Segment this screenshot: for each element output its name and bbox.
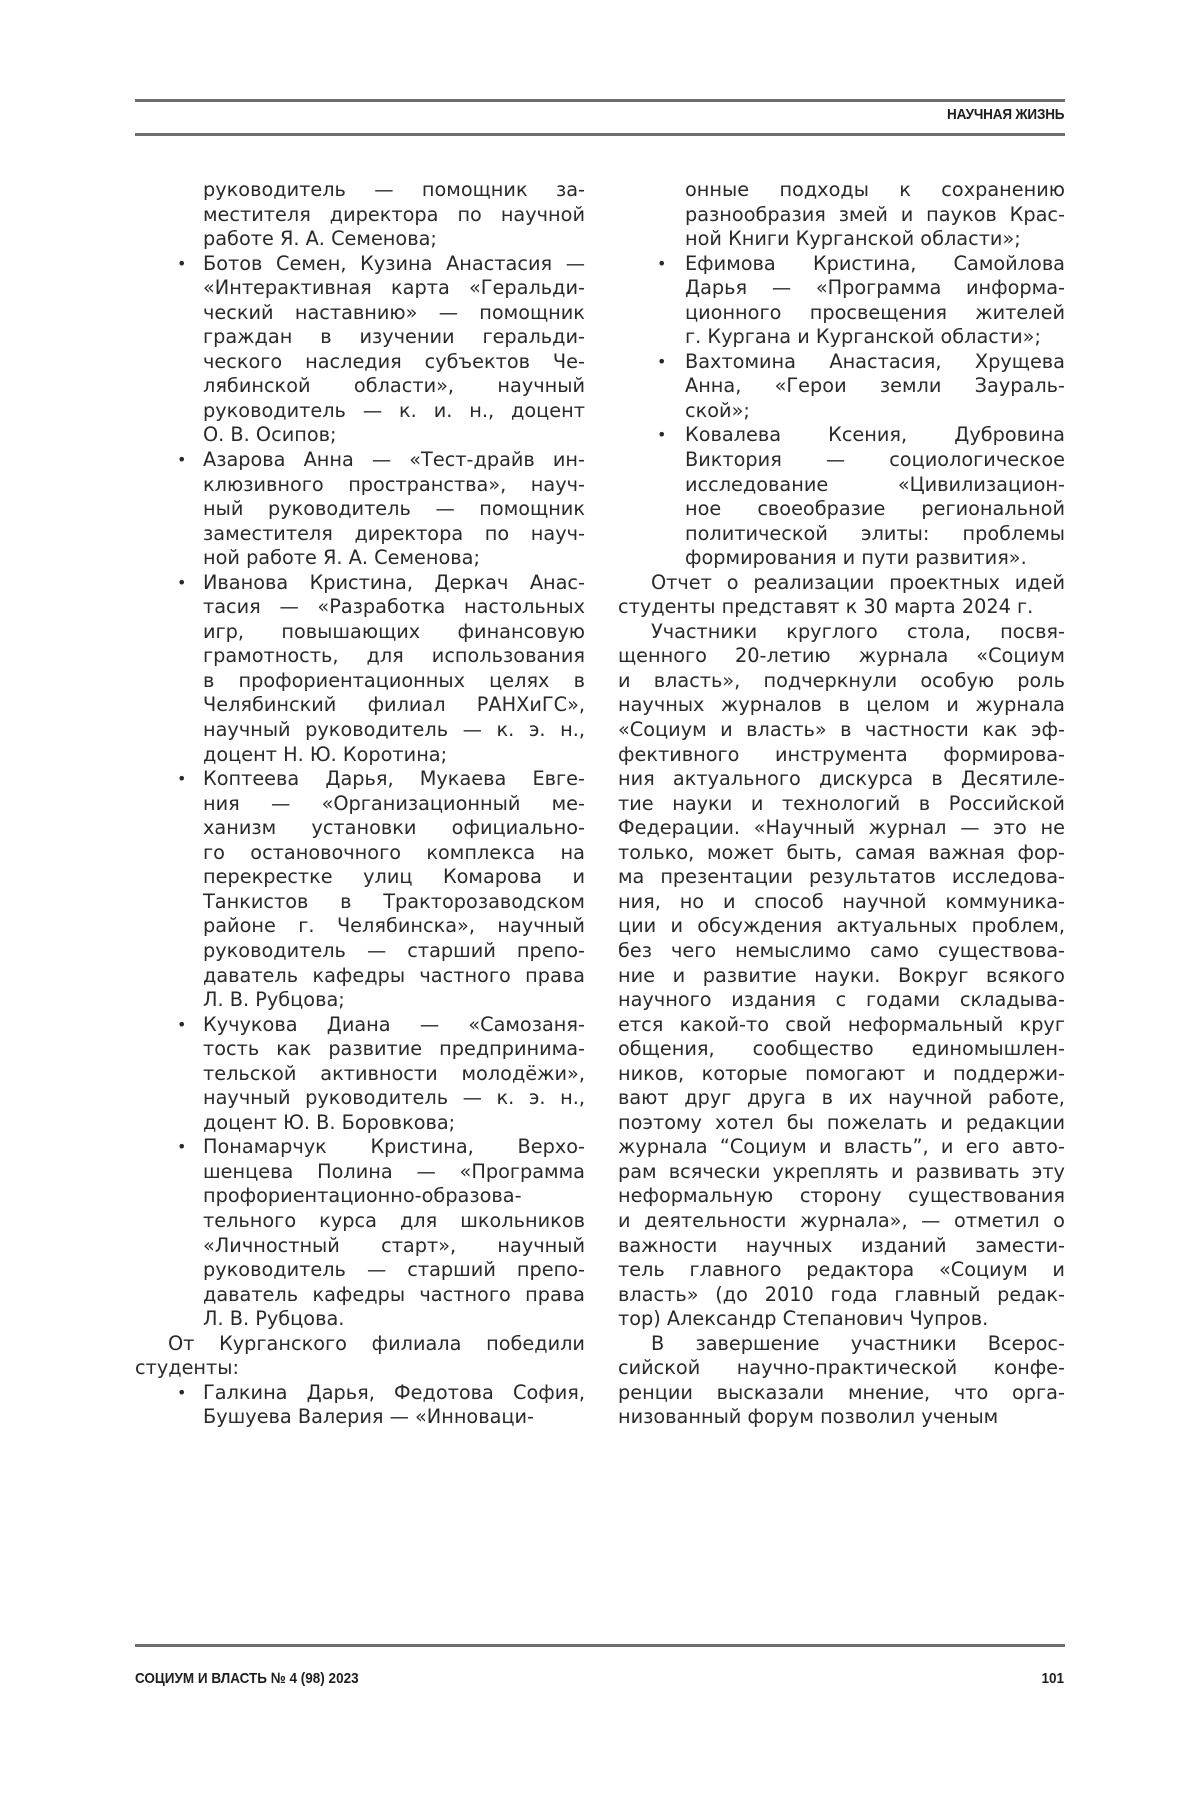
list-item: [135, 1013, 585, 1136]
text-line: руководитель — помощник за-: [203, 178, 585, 201]
text-line: тие науки и технологий в Российской: [618, 791, 1065, 815]
text-line: ное своеобразие региональной: [685, 497, 1065, 521]
text-line: игр, повышающих финансовую: [203, 619, 585, 643]
text-line: даватель кафедры частного права: [203, 1282, 585, 1306]
list-item: [135, 448, 585, 571]
text-line: «Личностный старт», научный: [203, 1233, 585, 1257]
text-line: исследование «Цивилизацион-: [685, 472, 1065, 496]
text-line: формирования и пути развития».: [685, 546, 1027, 570]
text-line: в профориентационных целях в: [203, 668, 585, 692]
text-line: заместителя директора по науч-: [203, 521, 585, 545]
text-line: Дарья — «Программа информа-: [685, 276, 1065, 300]
list-item: [135, 252, 585, 448]
text-line: ется какой-то свой неформальный круг: [618, 1012, 1065, 1036]
text-line: перекрестке улиц Комарова и: [203, 865, 585, 889]
text-line: сийской научно-практической конфе-: [618, 1356, 1065, 1380]
list-item: [618, 423, 1065, 570]
text-line: Л. В. Рубцова;: [203, 988, 345, 1012]
text-line: тельской активности молодёжи»,: [203, 1061, 585, 1085]
bullet-icon: •: [657, 425, 667, 445]
text-line: доцент Ю. В. Боровкова;: [203, 1110, 456, 1134]
text-line: разнообразия змей и пауков Крас-: [685, 202, 1065, 226]
header-top-rule: [135, 99, 1065, 102]
paragraph: [618, 571, 1065, 620]
text-line: «Интерактивная карта «Геральди-: [203, 276, 585, 300]
text-line: руководитель — к. и. н., доцент: [203, 398, 585, 422]
paragraph: [618, 1332, 1065, 1430]
text-line: важности научных изданий замести-: [618, 1233, 1065, 1257]
bullet-icon: •: [657, 253, 667, 273]
text-line: ционного просвещения жителей: [685, 300, 1065, 324]
list-item: [135, 1135, 585, 1331]
text-line: ников, которые помогают и поддержи-: [618, 1061, 1065, 1085]
left-column: [135, 178, 585, 1430]
footer-page-number: 101: [1041, 1670, 1064, 1687]
text-line: научный руководитель — к. э. н.,: [203, 1086, 585, 1110]
text-line: Вахтомина Анастасия, Хрущева: [685, 349, 1065, 373]
text-line: ской»;: [685, 398, 750, 422]
text-line: местителя директора по научной: [203, 202, 585, 226]
text-line: В завершение участники Всерос-: [651, 1331, 1065, 1355]
text-line: го остановочного комплекса на: [203, 840, 585, 864]
text-line: неформальную сторону существования: [618, 1184, 1065, 1208]
text-line: грамотность, для использования: [203, 644, 585, 668]
text-line: студенты:: [135, 1356, 239, 1380]
text-line: тельного курса для школьников: [203, 1208, 585, 1232]
text-line: тор) Александр Степанович Чупров.: [618, 1307, 989, 1331]
text-line: ние и развитие науки. Вокруг всякого: [618, 963, 1065, 987]
text-line: Участники круглого стола, посвя-: [651, 619, 1065, 643]
text-line: О. В. Осипов;: [203, 423, 337, 447]
text-line: От Курганского филиала победили: [168, 1331, 585, 1355]
list-item: [135, 767, 585, 1012]
list-item: [618, 350, 1065, 424]
bullet-icon: •: [177, 253, 187, 273]
bullet-icon: •: [177, 769, 187, 789]
text-line: районе г. Челябинска», научный: [203, 914, 585, 938]
text-line: «Социум и власть» в частности как эф-: [618, 718, 1065, 742]
header-bottom-rule: [135, 133, 1065, 136]
text-line: Виктория — социологическое: [685, 448, 1065, 472]
list-item: [135, 1381, 585, 1430]
text-line: журнала “Социум и власть”, и его авто-: [618, 1135, 1065, 1159]
text-line: Л. В. Рубцова.: [203, 1307, 345, 1331]
text-line: Бушуева Валерия — «Инноваци-: [203, 1405, 535, 1429]
text-line: Галкина Дарья, Федотова София,: [203, 1380, 585, 1404]
text-line: власть» (до 2010 года главный редак-: [618, 1282, 1065, 1306]
text-line: вают друг друга в их научной работе,: [618, 1086, 1065, 1110]
text-line: низованный форум позволил ученым: [618, 1405, 999, 1429]
text-line: ма презентации результатов исследова-: [618, 865, 1065, 889]
text-line: научных журналов в целом и журнала: [618, 693, 1065, 717]
text-line: тость как развитие предпринима-: [203, 1037, 585, 1061]
text-line: щенного 20-летию журнала «Социум: [618, 644, 1065, 668]
text-line: тасия — «Разработка настольных: [203, 595, 585, 619]
text-line: Анна, «Герои земли Заураль-: [685, 374, 1065, 398]
text-line: клюзивного пространства», науч-: [203, 472, 585, 496]
list-item-continuation: [618, 178, 1065, 252]
bullet-icon: •: [177, 572, 187, 592]
bullet-icon: •: [657, 351, 667, 371]
text-line: граждан в изучении геральди-: [203, 325, 585, 349]
text-line: г. Кургана и Курганской области»;: [685, 325, 1041, 349]
text-line: ханизм установки официально-: [203, 816, 585, 840]
text-line: Ефимова Кристина, Самойлова: [685, 251, 1065, 275]
text-line: Понамарчук Кристина, Верхо-: [203, 1135, 585, 1159]
text-line: общения, сообщество единомышлен-: [618, 1037, 1065, 1061]
text-line: ческий наставнию» — помощник: [203, 300, 585, 324]
list-item: [135, 571, 585, 767]
text-line: даватель кафедры частного права: [203, 963, 585, 987]
footer-rule: [135, 1644, 1065, 1647]
text-line: ния — «Организационный ме-: [203, 791, 585, 815]
footer-journal-issue: СОЦИУМ И ВЛАСТЬ № 4 (98) 2023: [135, 1670, 359, 1687]
text-line: ческого наследия субъектов Че-: [203, 349, 585, 373]
text-line: Челябинский филиал РАНХиГС»,: [203, 693, 585, 717]
text-line: руководитель — старший препо-: [203, 938, 585, 962]
text-line: Коптеева Дарья, Мукаева Евге-: [203, 767, 585, 791]
bullet-icon: •: [177, 1137, 187, 1157]
paragraph: [618, 620, 1065, 1332]
text-line: научный руководитель — к. э. н.,: [203, 718, 585, 742]
text-line: ренции высказали мнение, что орга-: [618, 1380, 1065, 1404]
text-line: и власть», подчеркнули особую роль: [618, 668, 1065, 692]
text-line: ной работе Я. А. Семенова;: [203, 546, 480, 570]
text-line: Ботов Семен, Кузина Анастасия —: [203, 251, 585, 275]
paragraph: [135, 1332, 585, 1381]
text-line: ный руководитель — помощник: [203, 497, 585, 521]
text-line: руководитель — старший препо-: [203, 1258, 585, 1282]
text-line: шенцева Полина — «Программа: [203, 1159, 585, 1183]
text-line: научного издания с годами складыва-: [618, 988, 1065, 1012]
text-line: без чего немыслимо само существова-: [618, 938, 1065, 962]
text-line: политической элиты: проблемы: [685, 521, 1065, 545]
running-head-section-title: НАУЧНАЯ ЖИЗНЬ: [946, 106, 1064, 123]
text-line: студенты представят к 30 марта 2024 г.: [618, 595, 1034, 619]
text-line: ния актуального дискурса в Десятиле-: [618, 767, 1065, 791]
text-line: работе Я. А. Семенова;: [203, 227, 437, 251]
text-line: рам всячески укреплять и развивать эту: [618, 1159, 1065, 1183]
right-column: [618, 178, 1065, 1430]
text-line: Иванова Кристина, Деркач Анас-: [203, 570, 585, 594]
text-line: Азарова Анна — «Тест-драйв ин-: [203, 448, 585, 472]
text-line: онные подходы к сохранению: [685, 178, 1065, 201]
list-item: [618, 252, 1065, 350]
text-line: лябинской области», научный: [203, 374, 585, 398]
text-line: доцент Н. Ю. Коротина;: [203, 742, 448, 766]
text-line: профориентационно-образова-: [203, 1184, 522, 1208]
text-line: Кучукова Диана — «Самозаня-: [203, 1012, 585, 1036]
text-line: Отчет о реализации проектных идей: [651, 570, 1065, 594]
text-line: ции и обсуждения актуальных проблем,: [618, 914, 1065, 938]
text-line: Ковалева Ксения, Дубровина: [685, 423, 1065, 447]
bullet-icon: •: [177, 450, 187, 470]
text-line: ния, но и способ научной коммуника-: [618, 889, 1065, 913]
text-line: Федерации. «Научный журнал — это не: [618, 816, 1065, 840]
text-line: Танкистов в Тракторозаводском: [203, 889, 585, 913]
text-line: и деятельности журнала», — отметил о: [618, 1208, 1065, 1232]
text-line: поэтому хотел бы пожелать и редакции: [618, 1110, 1065, 1134]
bullet-icon: •: [177, 1014, 187, 1034]
text-line: только, может быть, самая важная фор-: [618, 840, 1065, 864]
text-line: фективного инструмента формирова-: [618, 742, 1065, 766]
text-line: ной Книги Курганской области»;: [685, 227, 1021, 251]
bullet-icon: •: [177, 1382, 187, 1402]
text-line: тель главного редактора «Социум и: [618, 1258, 1065, 1282]
list-item-continuation: [135, 178, 585, 252]
